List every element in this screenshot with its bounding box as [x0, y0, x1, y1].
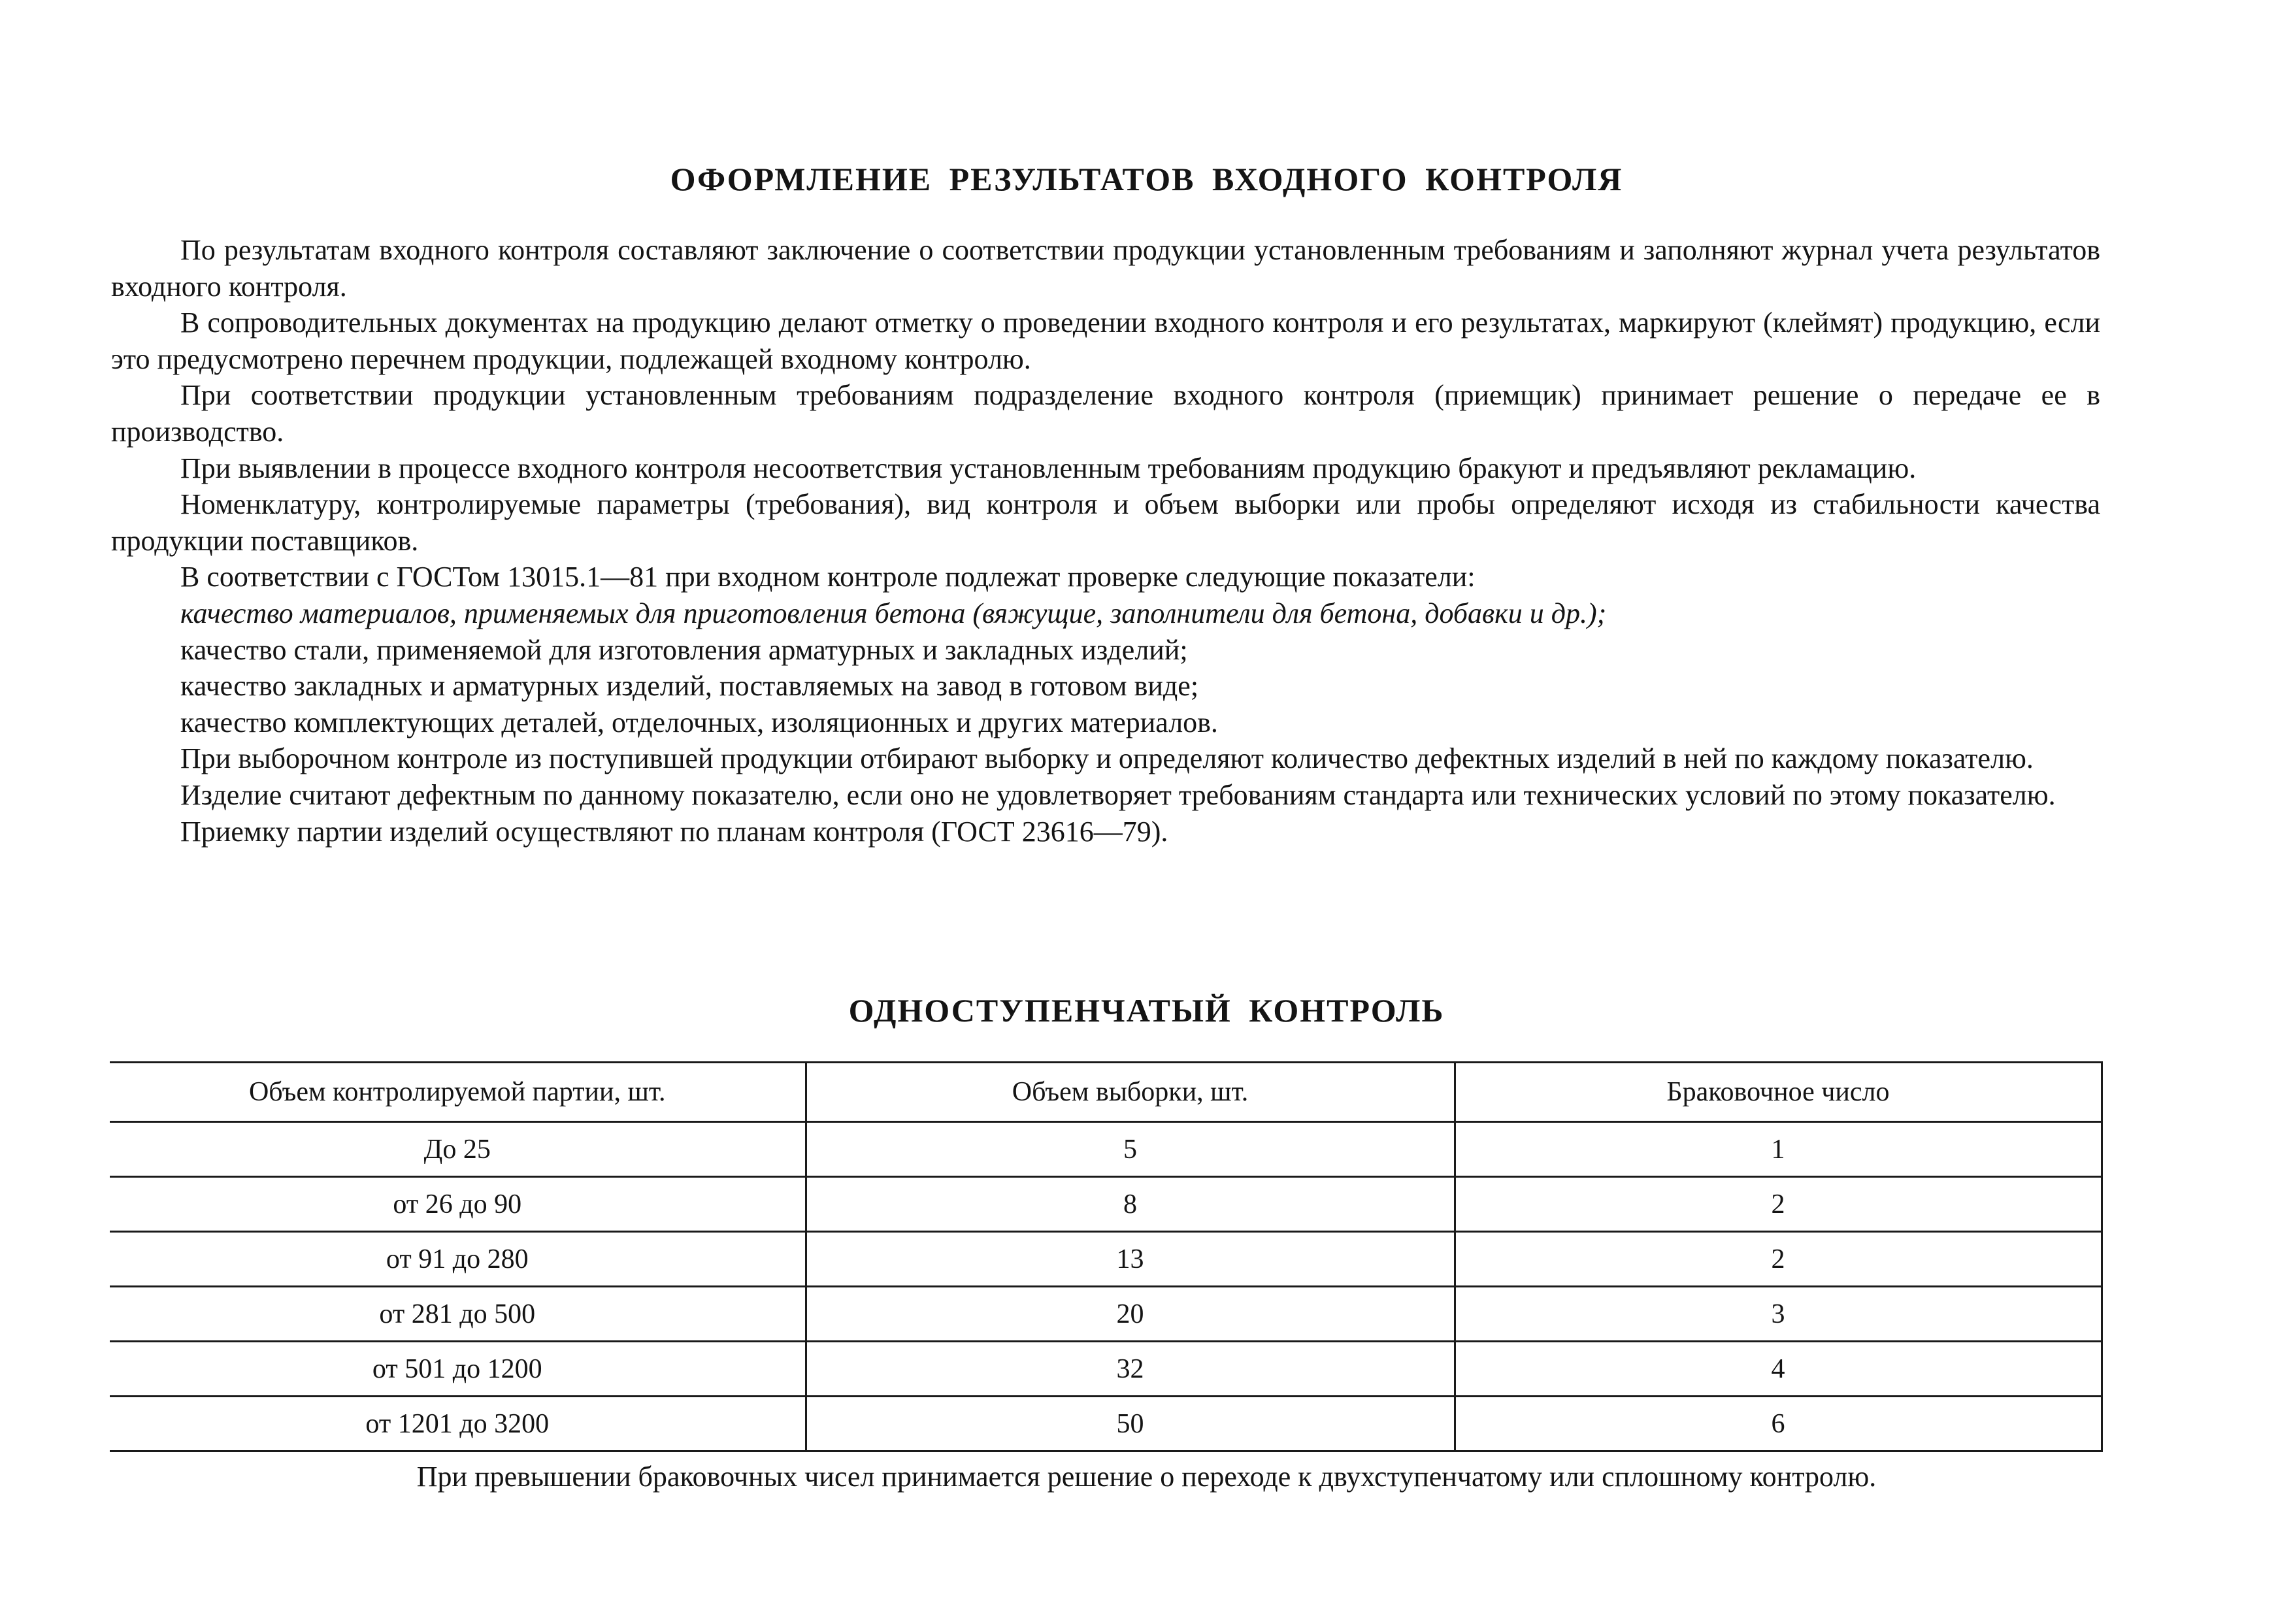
paragraph: В соответствии с ГОСТом 13015.1—81 при входном контроле подлежат проверке следующие показатели: [180, 561, 1476, 593]
list-item: качество закладных и арматурных изделий, поставляемых на завод в готовом виде; [180, 670, 1199, 703]
table-footnote: При превышении браковочных чисел принимается решение о переходе к двухступенчатому или сплошному контролю. [416, 1461, 1877, 1493]
paragraph: По результатам входного контроля составляют заключение о соответствии продукции установленным требованиям и заполняют журнал учета результатов входного контроля. [111, 234, 2100, 303]
paragraph: Изделие считают дефектным по данному показателю, если оно не удовлетворяет требованиям стандарта или технических условий по этому показателю. [180, 778, 2056, 811]
paragraph: При выборочном контроле из поступившей продукции отбирают выборку и определяют количество дефектных изделий в ней по каждому показателю. [180, 742, 2034, 775]
table-cell: 20 [806, 1287, 1455, 1342]
header-cell-lot-size: Объем контролируемой партии, шт. [110, 1063, 806, 1122]
table-row [110, 1232, 2102, 1287]
paragraph: При выявлении в процессе входного контроля несоответствия установленным требованиям продукцию бракуют и предъявляют рекламацию. [180, 452, 1917, 484]
body-text [111, 232, 2100, 850]
list-item: качество материалов, применяемых для приготовления бетона (вяжущие, заполнители для бетона, добавки и др.); [180, 597, 1607, 629]
table-cell: от 91 до 280 [110, 1232, 806, 1287]
table-cell: от 501 до 1200 [110, 1342, 806, 1397]
table-cell: 1 [1455, 1122, 2102, 1177]
table-title: ОДНОСТУПЕНЧАТЫЙ КОНТРОЛЬ [848, 992, 1445, 1029]
control-table [110, 1061, 2103, 1452]
section-title: ОФОРМЛЕНИЕ РЕЗУЛЬТАТОВ ВХОДНОГО КОНТРОЛЯ [670, 161, 1623, 197]
control-table-wrapper [110, 1061, 2102, 1452]
table-cell: 2 [1455, 1232, 2102, 1287]
table-row [110, 1177, 2102, 1232]
table-cell: 2 [1455, 1177, 2102, 1232]
table-cell: 8 [806, 1177, 1455, 1232]
table-cell: от 1201 до 3200 [110, 1397, 806, 1451]
paragraph: При соответствии продукции установленным требованиям подразделение входного контроля (приемщик) принимает решение о передаче ее в производство. [111, 379, 2100, 448]
table-row [110, 1342, 2102, 1397]
list-item: качество комплектующих деталей, отделочных, изоляционных и других материалов. [180, 706, 1218, 738]
paragraph: Приемку партии изделий осуществляют по планам контроля (ГОСТ 23616—79). [180, 815, 1168, 848]
table-cell: 5 [806, 1122, 1455, 1177]
paragraph: Номенклатуру, контролируемые параметры (требования), вид контроля и объем выборки или пробы определяют исходя из стабильности качества продукции поставщиков. [111, 488, 2100, 557]
table-cell: 4 [1455, 1342, 2102, 1397]
table-row [110, 1397, 2102, 1451]
table-header-row [110, 1063, 2102, 1122]
table-row [110, 1287, 2102, 1342]
table-cell: от 281 до 500 [110, 1287, 806, 1342]
list-item: качество стали, применяемой для изготовления арматурных и закладных изделий; [180, 633, 1188, 666]
table-cell: от 26 до 90 [110, 1177, 806, 1232]
table-cell: 50 [806, 1397, 1455, 1451]
table-cell: 32 [806, 1342, 1455, 1397]
header-cell-sample-size: Объем выборки, шт. [806, 1063, 1455, 1122]
paragraph: В сопроводительных документах на продукцию делают отметку о проведении входного контроля и его результатах, маркируют (клеймят) продукцию, если это предусмотрено перечнем продукции, подлежащей входному контролю. [111, 307, 2100, 375]
table-cell: 6 [1455, 1397, 2102, 1451]
table-cell: До 25 [110, 1122, 806, 1177]
table-cell: 3 [1455, 1287, 2102, 1342]
table-row [110, 1122, 2102, 1177]
header-cell-rejection-number: Браковочное число [1455, 1063, 2102, 1122]
table-cell: 13 [806, 1232, 1455, 1287]
